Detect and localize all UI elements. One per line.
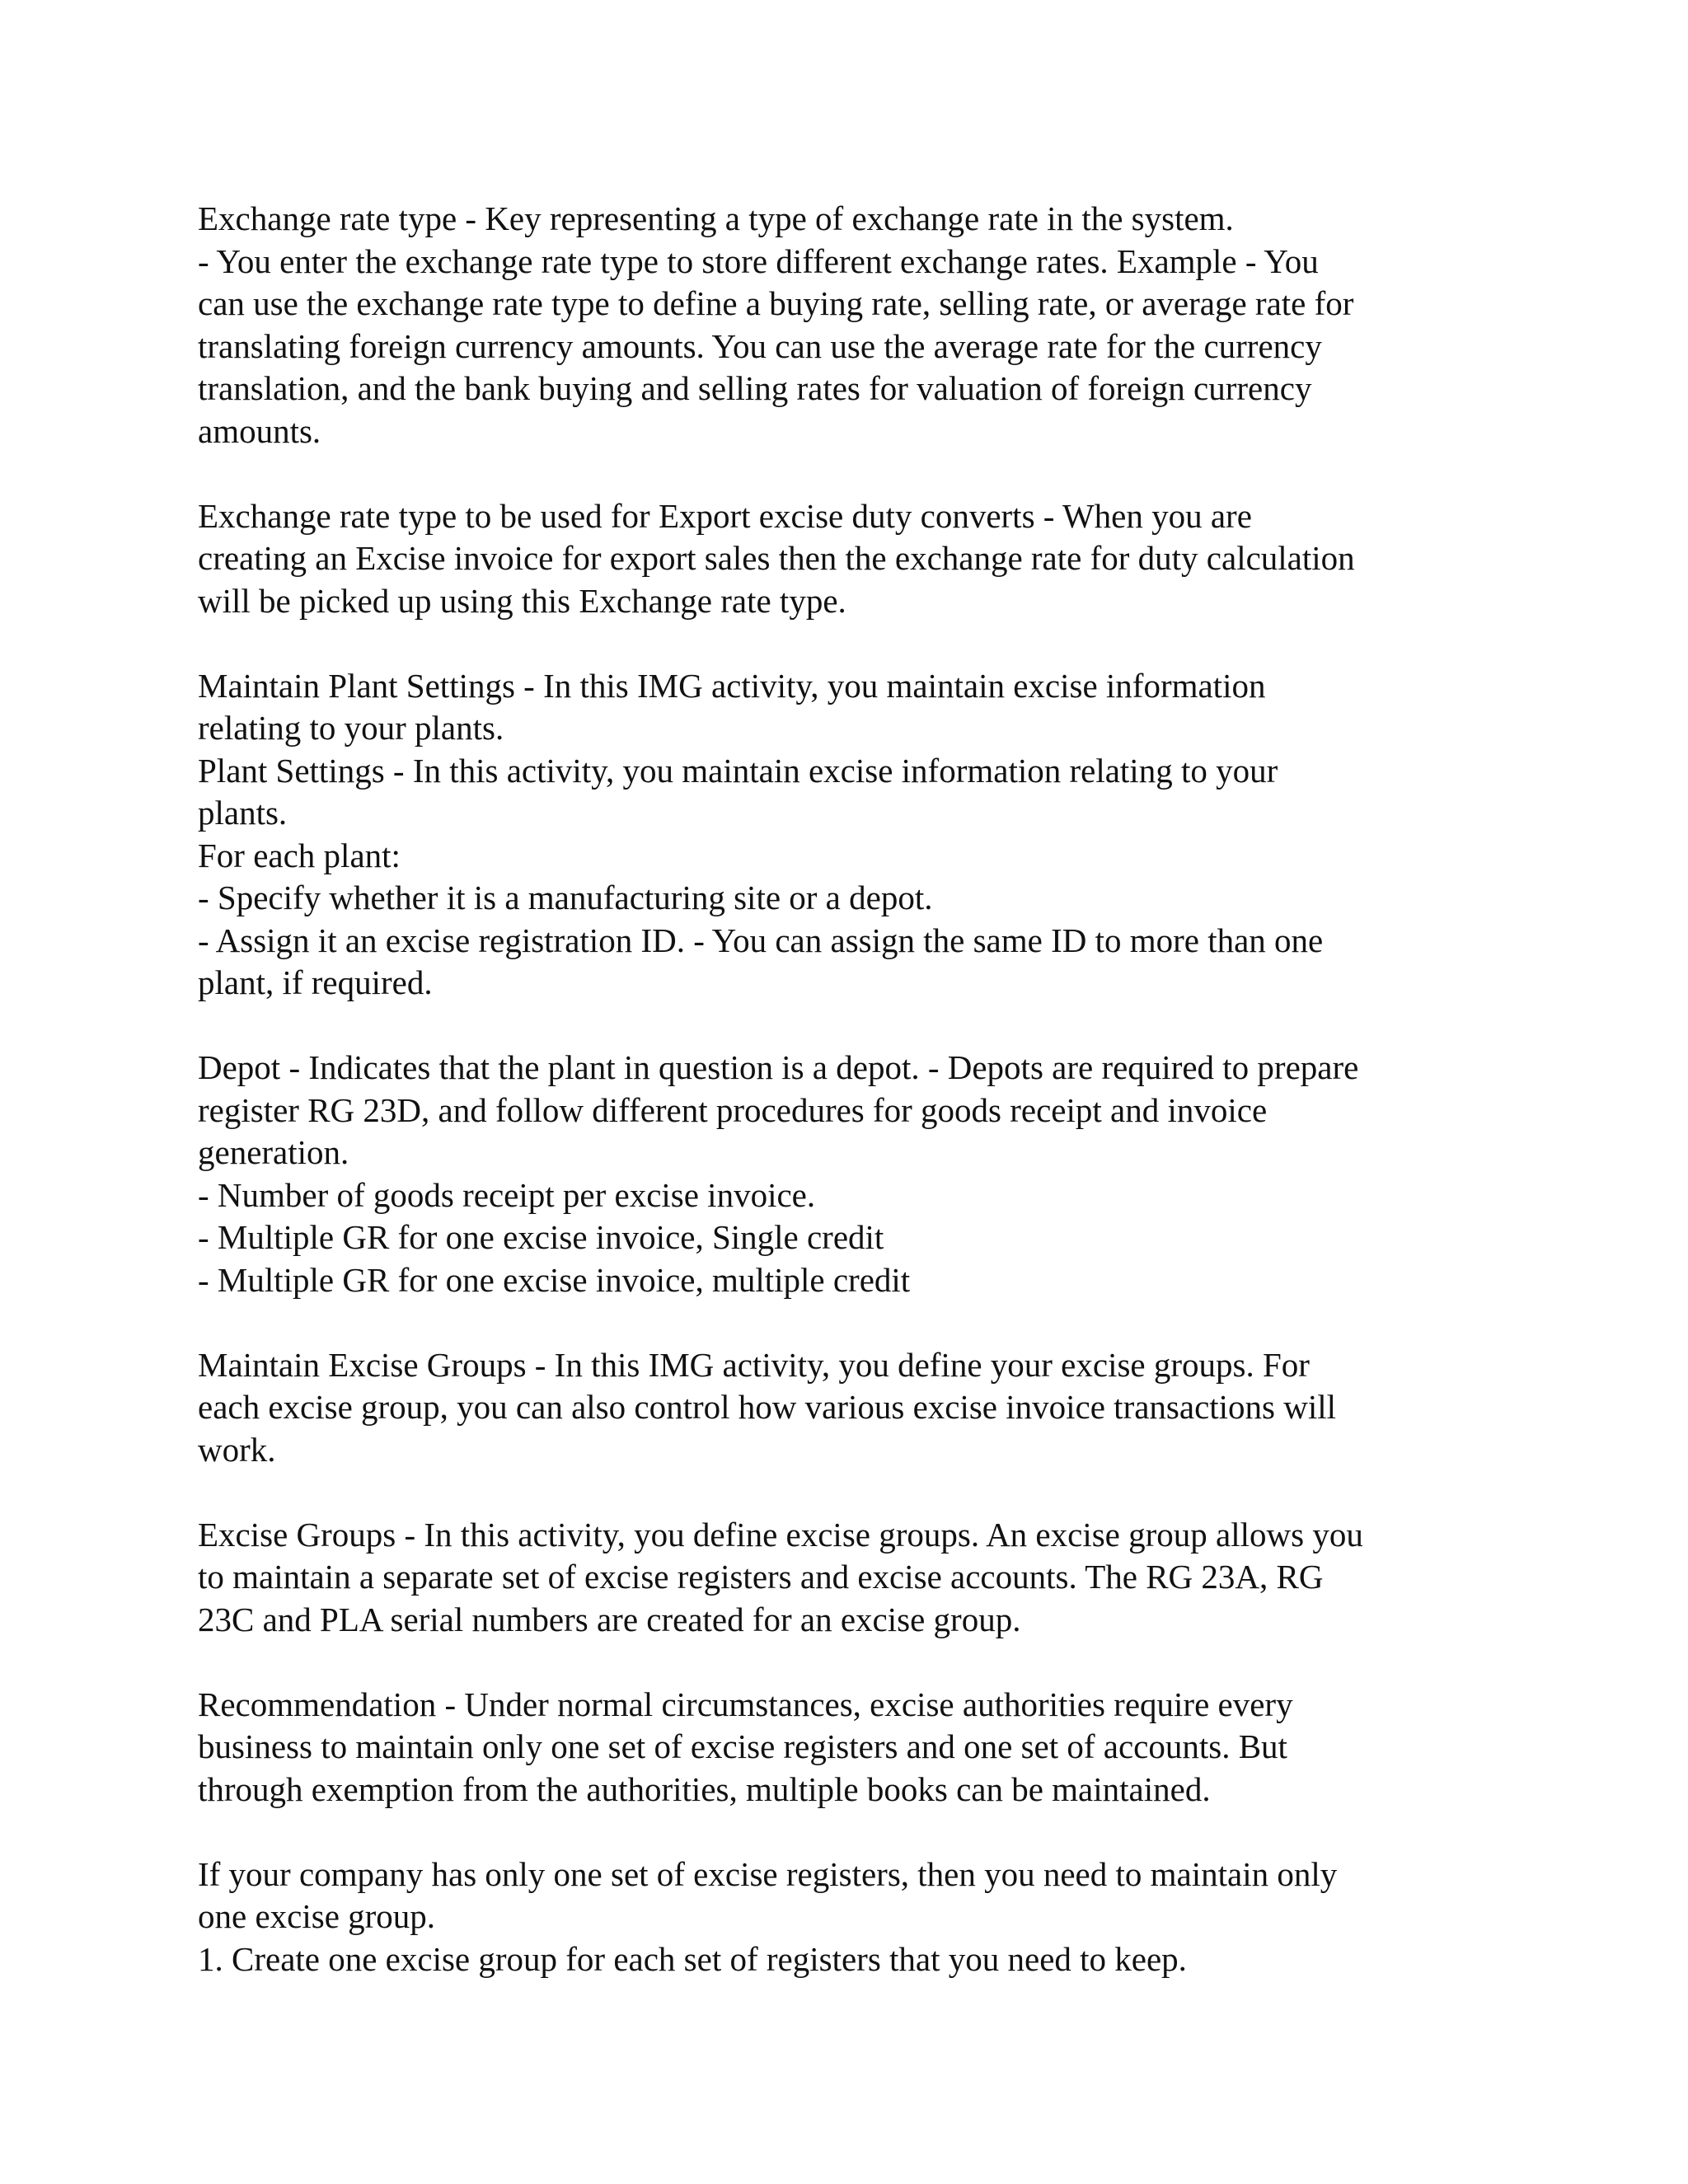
paragraph — [198, 1854, 1500, 1981]
text-line: translating foreign currency amounts. You can use the average rate for the currency — [198, 326, 1322, 365]
text-line: - Multiple GR for one excise invoice, Single credit — [198, 1218, 884, 1256]
text-line: can use the exchange rate type to define a buying rate, selling rate, or average rate for — [198, 284, 1354, 322]
text-line: Maintain Excise Groups - In this IMG activity, you define your excise groups. For — [198, 1345, 1310, 1384]
text-line: amounts. — [198, 411, 321, 450]
text-line: - You enter the exchange rate type to store different exchange rates. Example - You — [198, 241, 1319, 280]
text-line: - Assign it an excise registration ID. - You can assign the same ID to more than one — [198, 921, 1324, 959]
text-line: - Number of goods receipt per excise invoice. — [198, 1175, 816, 1214]
text-line: creating an Excise invoice for export sales then the exchange rate for duty calculation — [198, 539, 1355, 577]
paragraph — [198, 1684, 1500, 1811]
text-line: generation. — [198, 1133, 349, 1171]
text-line: plants. — [198, 794, 288, 832]
text-line: Recommendation - Under normal circumstances, excise authorities require every — [198, 1685, 1293, 1723]
text-line: one excise group. — [198, 1897, 436, 1935]
text-line: If your company has only one set of excise registers, then you need to maintain only — [198, 1854, 1338, 1893]
text-line: Exchange rate type to be used for Export excise duty converts - When you are — [198, 496, 1252, 535]
text-line: to maintain a separate set of excise registers and excise accounts. The RG 23A, RG — [198, 1558, 1324, 1596]
paragraph — [198, 665, 1500, 1005]
paragraph — [198, 198, 1500, 452]
paragraph — [198, 1514, 1500, 1642]
document-body — [198, 198, 1500, 2023]
text-line: Exchange rate type - Key representing a type of exchange rate in the system. — [198, 199, 1234, 237]
text-line: Plant Settings - In this activity, you maintain excise information relating to your — [198, 751, 1278, 790]
text-line: relating to your plants. — [198, 709, 504, 747]
text-line: 23C and PLA serial numbers are created for an excise group. — [198, 1600, 1021, 1638]
paragraph — [198, 495, 1500, 623]
text-line: will be picked up using this Exchange rate type. — [198, 581, 846, 620]
text-line: For each plant: — [198, 836, 401, 874]
paragraph — [198, 1344, 1500, 1472]
text-line: register RG 23D, and follow different procedures for goods receipt and invoice — [198, 1090, 1268, 1129]
text-line: plant, if required. — [198, 963, 433, 1001]
text-line: through exemption from the authorities, multiple books can be maintained. — [198, 1769, 1211, 1808]
text-line: Depot - Indicates that the plant in question is a depot. - Depots are required to prepare — [198, 1048, 1359, 1086]
text-line: each excise group, you can also control how various excise invoice transactions will — [198, 1388, 1337, 1426]
text-line: Excise Groups - In this activity, you define excise groups. An excise group allows you — [198, 1515, 1363, 1554]
text-line: translation, and the bank buying and selling rates for valuation of foreign currency — [198, 369, 1312, 407]
text-line: 1. Create one excise group for each set of registers that you need to keep. — [198, 1939, 1187, 1978]
text-line: Maintain Plant Settings - In this IMG activity, you maintain excise information — [198, 666, 1266, 705]
text-line: - Specify whether it is a manufacturing site or a depot. — [198, 879, 933, 916]
text-line: - Multiple GR for one excise invoice, multiple credit — [198, 1260, 911, 1299]
text-line: business to maintain only one set of excise registers and one set of accounts. But — [198, 1727, 1287, 1765]
paragraph — [198, 1047, 1500, 1301]
text-line: work. — [198, 1430, 276, 1469]
